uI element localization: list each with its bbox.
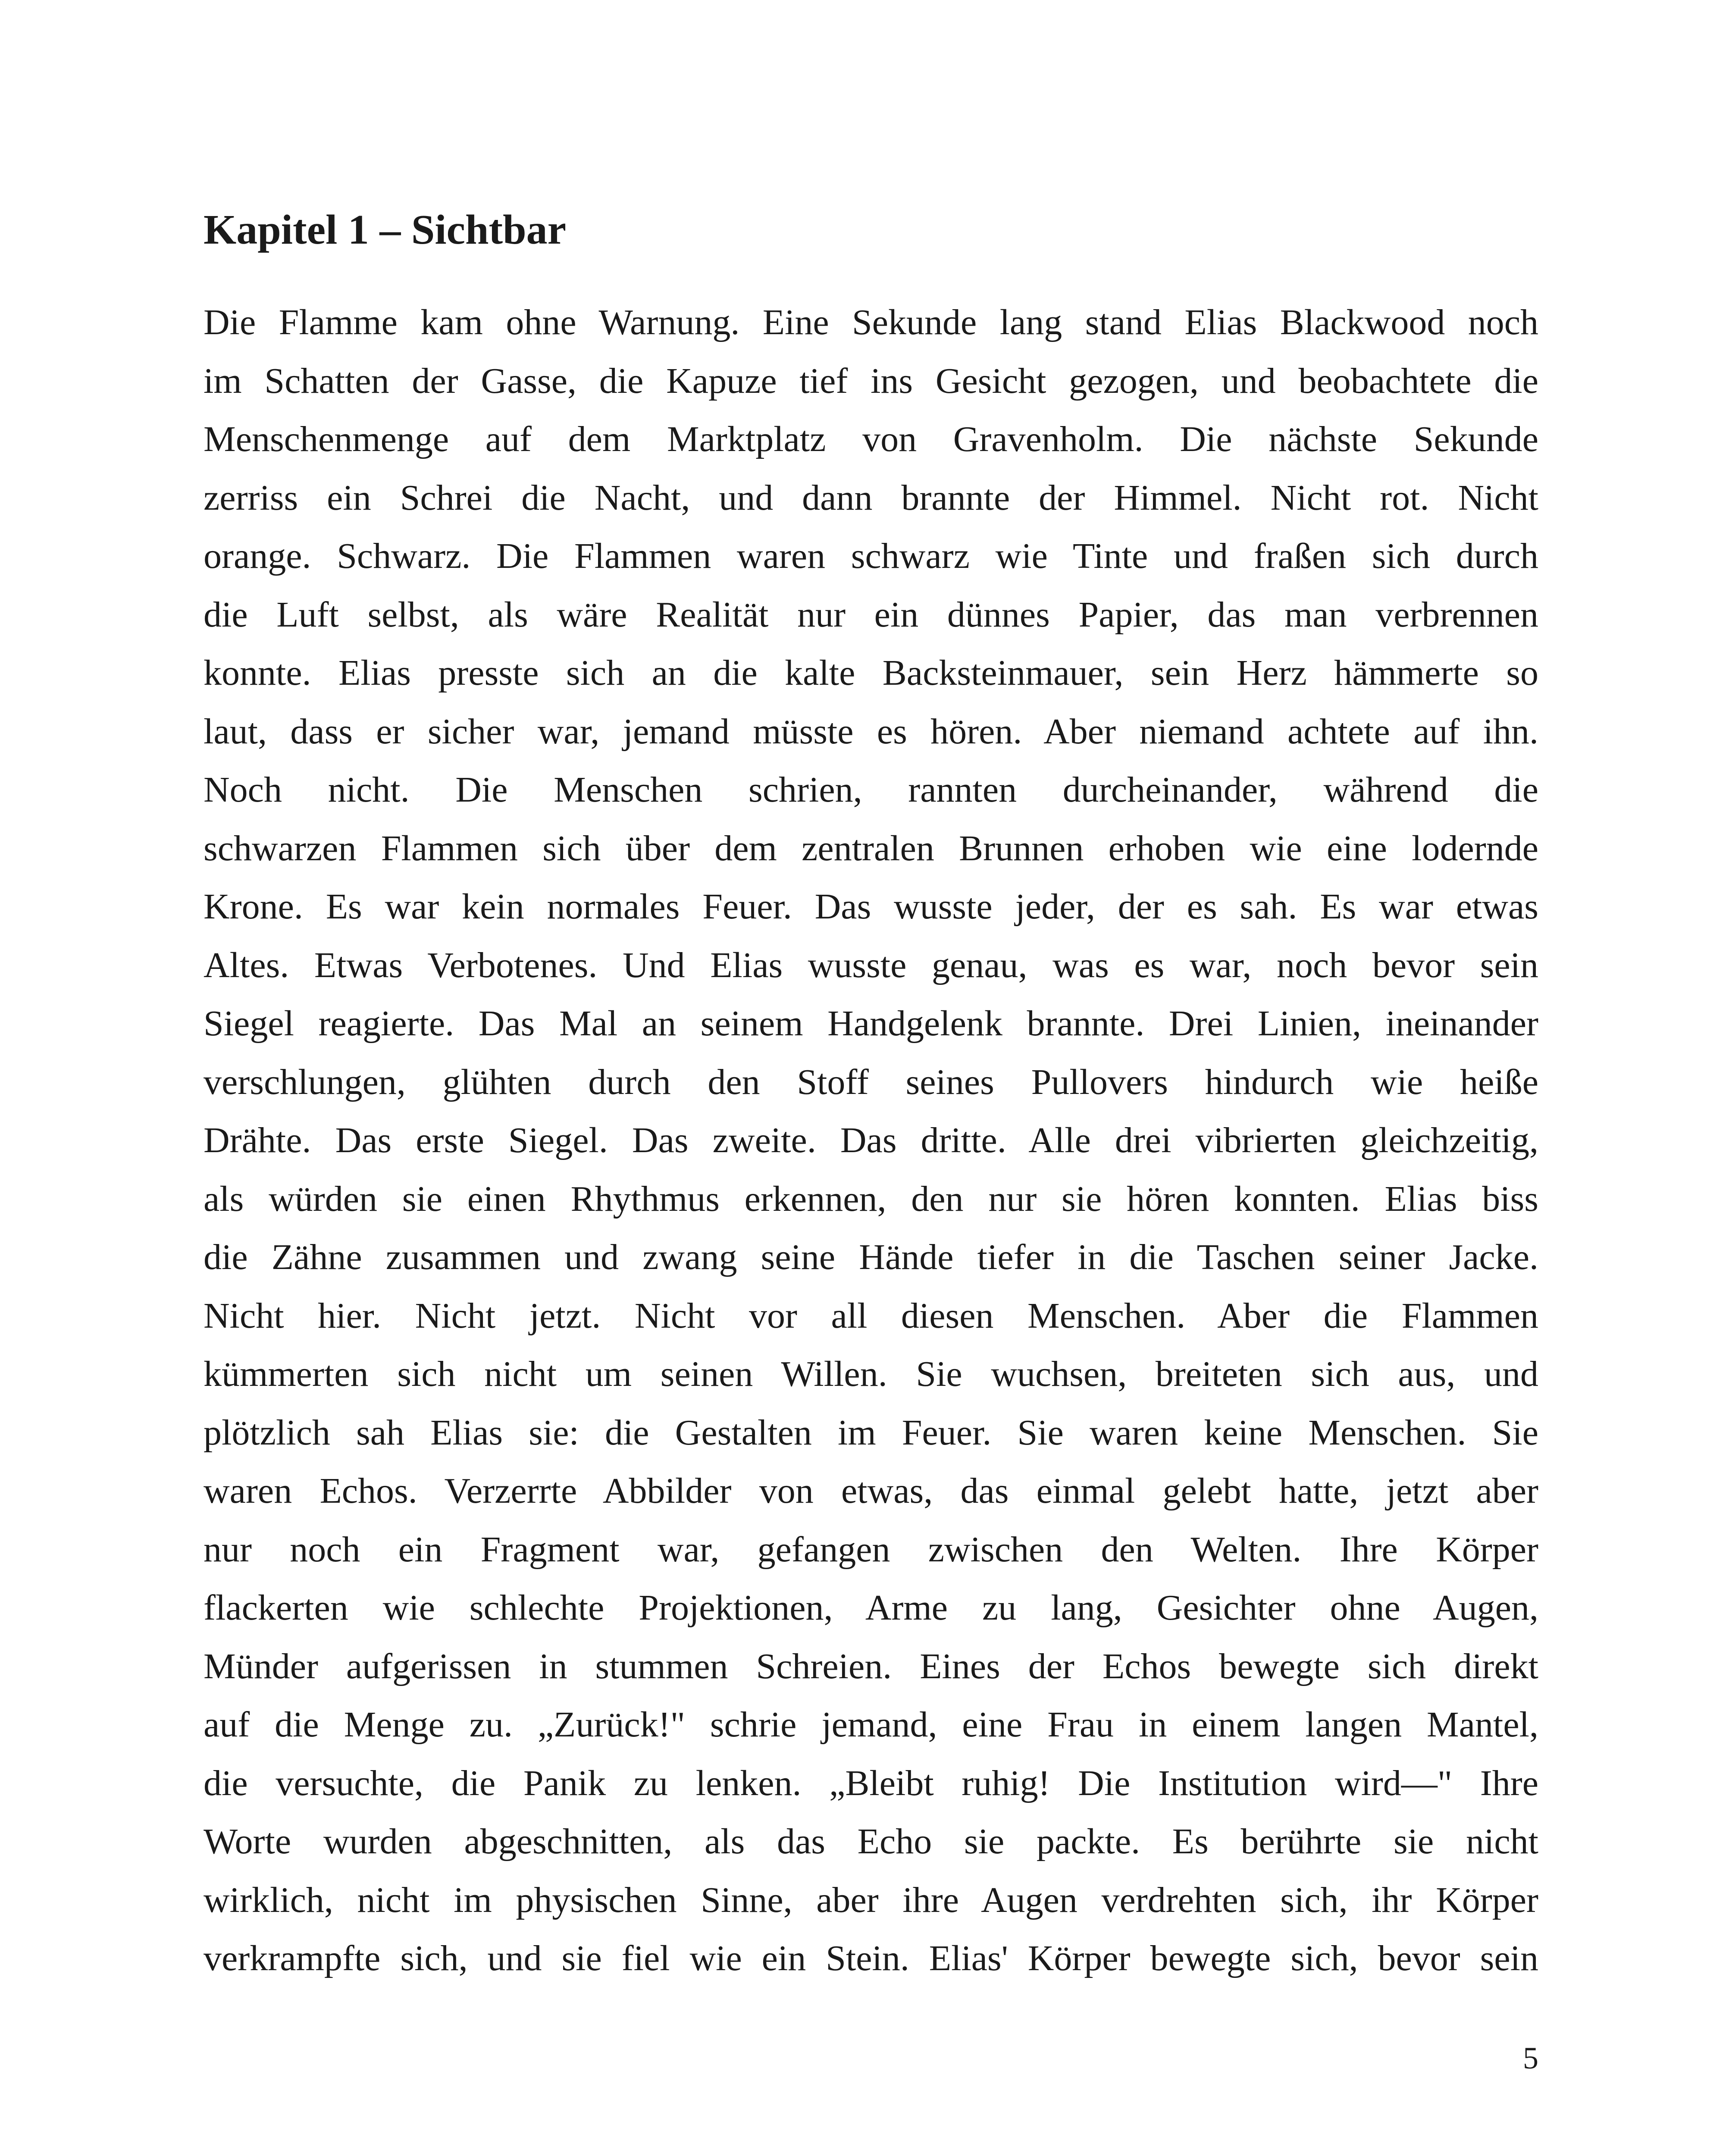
text-line: plötzlich sah Elias sie: die Gestalten im Feuer. Sie waren keine Menschen. Sie: [204, 1412, 1538, 1453]
text-line: laut, dass er sicher war, jemand müsste es hören. Aber niemand achtete auf ihn.: [204, 711, 1538, 752]
text-line: als würden sie einen Rhythmus erkennen, den nur sie hören konnten. Elias biss: [204, 1178, 1538, 1219]
text-line: die Zähne zusammen und zwang seine Hände tiefer in die Taschen seiner Jacke.: [204, 1237, 1538, 1277]
text-line: verschlungen, glühten durch den Stoff seines Pullovers hindurch wie heiße: [204, 1062, 1538, 1102]
text-line: die versuchte, die Panik zu lenken. „Bleibt ruhig! Die Institution wird—" Ihre: [204, 1763, 1538, 1803]
text-line: Die Flamme kam ohne Warnung. Eine Sekunde lang stand Elias Blackwood noch: [204, 302, 1538, 342]
text-line: flackerten wie schlechte Projektionen, Arme zu lang, Gesichter ohne Augen,: [204, 1588, 1538, 1628]
text-line: Siegel reagierte. Das Mal an seinem Handgelenk brannte. Drei Linien, ineinander: [204, 1003, 1538, 1044]
text-line: Nicht hier. Nicht jetzt. Nicht vor all diesen Menschen. Aber die Flammen: [204, 1295, 1538, 1336]
text-line: Worte wurden abgeschnitten, als das Echo sie packte. Es berührte sie nicht: [204, 1821, 1538, 1861]
text-line: Menschenmenge auf dem Marktplatz von Gravenholm. Die nächste Sekunde: [204, 419, 1538, 459]
text-line: zerriss ein Schrei die Nacht, und dann brannte der Himmel. Nicht rot. Nicht: [204, 477, 1538, 518]
text-line: schwarzen Flammen sich über dem zentralen Brunnen erhoben wie eine lodernde: [204, 828, 1538, 868]
text-line: Münder aufgerissen in stummen Schreien. Eines der Echos bewegte sich direkt: [204, 1646, 1538, 1686]
page-number: 5: [1523, 2041, 1538, 2075]
text-line: waren Echos. Verzerrte Abbilder von etwas, das einmal gelebt hatte, jetzt aber: [204, 1471, 1538, 1511]
text-line: orange. Schwarz. Die Flammen waren schwarz wie Tinte und fraßen sich durch: [204, 536, 1538, 576]
text-line: auf die Menge zu. „Zurück!" schrie jemand, eine Frau in einem langen Mantel,: [204, 1705, 1538, 1745]
text-line: die Luft selbst, als wäre Realität nur ein dünnes Papier, das man verbrennen: [204, 594, 1538, 635]
text-line: Drähte. Das erste Siegel. Das zweite. Das dritte. Alle drei vibrierten gleichzeitig,: [204, 1120, 1538, 1160]
body-text: [204, 293, 1538, 1988]
text-line: Krone. Es war kein normales Feuer. Das wusste jeder, der es sah. Es war etwas: [204, 887, 1538, 927]
text-line: nur noch ein Fragment war, gefangen zwischen den Welten. Ihre Körper: [204, 1529, 1538, 1570]
text-line: im Schatten der Gasse, die Kapuze tief ins Gesicht gezogen, und beobachtete die: [204, 360, 1538, 401]
text-line: Altes. Etwas Verbotenes. Und Elias wusste genau, was es war, noch bevor sein: [204, 945, 1538, 985]
text-line: konnte. Elias presste sich an die kalte Backsteinmauer, sein Herz hämmerte so: [204, 653, 1538, 693]
chapter-title: Kapitel 1 – Sichtbar: [204, 207, 567, 253]
text-line: kümmerten sich nicht um seinen Willen. Sie wuchsen, breiteten sich aus, und: [204, 1354, 1538, 1394]
text-line: Noch nicht. Die Menschen schrien, rannten durcheinander, während die: [204, 770, 1538, 810]
text-line: wirklich, nicht im physischen Sinne, aber ihre Augen verdrehten sich, ihr Körper: [204, 1880, 1538, 1920]
text-line: verkrampfte sich, und sie fiel wie ein Stein. Elias' Körper bewegte sich, bevor sein: [204, 1938, 1538, 1978]
